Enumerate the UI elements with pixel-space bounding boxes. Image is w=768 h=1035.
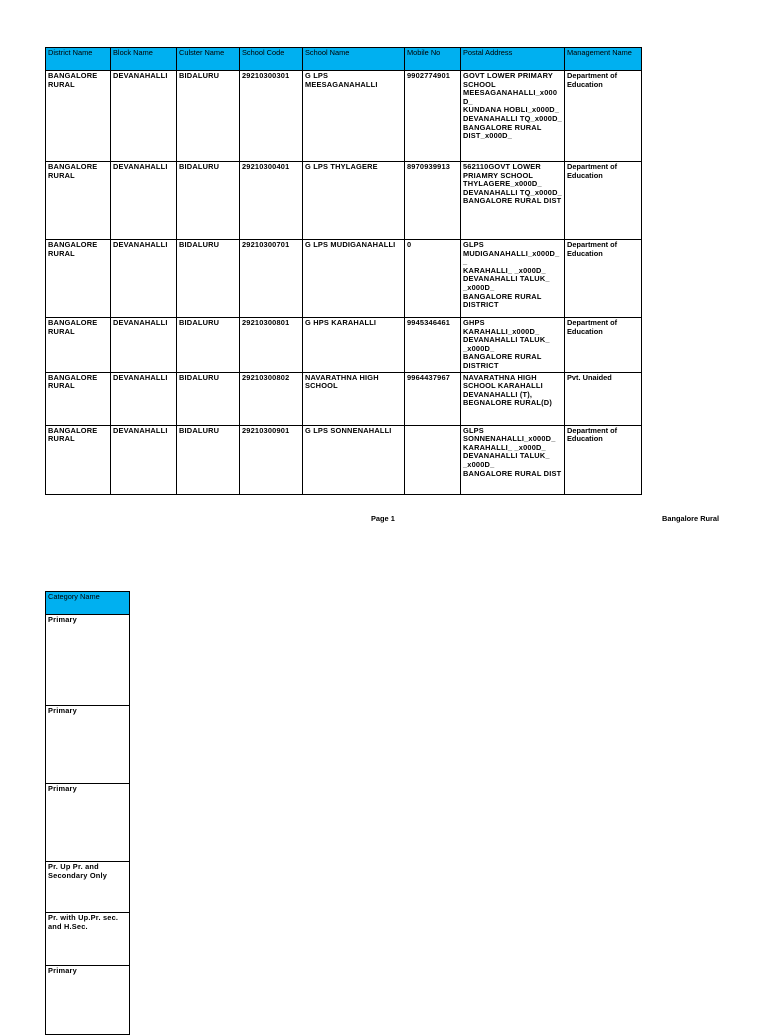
cell-block: DEVANAHALLI [111,425,177,494]
cell-management: Department of Education [565,318,642,373]
cell-mobile: 0 [405,240,461,318]
cell-cluster: BIDALURU [177,71,240,162]
cell-school-code: 29210300701 [240,240,303,318]
cell-school-name: G LPS SONNENAHALLI [303,425,405,494]
cell-category: Primary [46,615,130,706]
table-row [46,706,130,784]
col-header-management: Management Name [565,48,642,71]
cell-school-name: G LPS MUDIGANAHALLI [303,240,405,318]
school-table [45,47,642,495]
col-header-mobile: Mobile No [405,48,461,71]
cell-management: Pvt. Unaided [565,372,642,425]
table-row [46,162,642,240]
cell-cluster: BIDALURU [177,425,240,494]
col-header-school-code: School Code [240,48,303,71]
col-header-cluster: Culster Name [177,48,240,71]
cell-school-name: NAVARATHNA HIGH SCHOOL [303,372,405,425]
page-number: Page 1 [371,514,395,523]
cell-cluster: BIDALURU [177,240,240,318]
cell-address: GLPS SONNENAHALLI_x000D_ KARAHALLI_ _x000D_ DEVANAHALLI TALUK_ _x000D_ BANGALORE RURAL DIST [461,425,565,494]
cell-category: Primary [46,706,130,784]
cell-district: BANGALORE RURAL [46,318,111,373]
table-row [46,913,130,966]
cell-category: Primary [46,784,130,862]
cell-cluster: BIDALURU [177,318,240,373]
cell-school-name: G LPS MEESAGANAHALLI [303,71,405,162]
cell-block: DEVANAHALLI [111,318,177,373]
cell-school-code: 29210300802 [240,372,303,425]
region-label: Bangalore Rural [662,514,720,523]
cell-school-name: G LPS THYLAGERE [303,162,405,240]
cell-address: NAVARATHNA HIGH SCHOOL KARAHALLI DEVANAHALLI (T), BEGNALORE RURAL(D) [461,372,565,425]
cell-address: GOVT LOWER PRIMARY SCHOOL MEESAGANAHALLI_x000D_ KUNDANA HOBLI_x000D_ DEVANAHALLI TQ_x000D_ BANGALORE RURAL DIST_x000D_ [461,71,565,162]
table-row [46,372,642,425]
cell-district: BANGALORE RURAL [46,425,111,494]
cell-mobile: 9902774901 [405,71,461,162]
cell-address: GHPS KARAHALLI_x000D_ DEVANAHALLI TALUK_ _x000D_ BANGALORE RURAL DISTRICT [461,318,565,373]
table-row [46,240,642,318]
cell-category: Pr. with Up.Pr. sec. and H.Sec. [46,913,130,966]
category-table [45,591,130,1035]
cell-district: BANGALORE RURAL [46,372,111,425]
cell-district: BANGALORE RURAL [46,240,111,318]
cell-management: Department of Education [565,425,642,494]
cell-mobile: 9964437967 [405,372,461,425]
cell-school-code: 29210300401 [240,162,303,240]
col-header-block: Block Name [111,48,177,71]
cell-block: DEVANAHALLI [111,240,177,318]
cell-block: DEVANAHALLI [111,71,177,162]
cell-school-code: 29210300901 [240,425,303,494]
cell-category: Pr. Up Pr. and Secondary Only [46,862,130,913]
table-row [46,862,130,913]
cell-mobile: 8970939913 [405,162,461,240]
col-header-school-name: School Name [303,48,405,71]
cell-mobile: 9945346461 [405,318,461,373]
table-row [46,318,642,373]
cell-address: GLPS MUDIGANAHALLI_x000D_ _ KARAHALLI_ _x000D_ DEVANAHALLI TALUK_ _x000D_ BANGALORE RURAL DISTRICT [461,240,565,318]
cell-cluster: BIDALURU [177,162,240,240]
cell-management: Department of Education [565,71,642,162]
cell-district: BANGALORE RURAL [46,71,111,162]
header-row [46,592,130,615]
table-row [46,784,130,862]
table-row [46,71,642,162]
cell-district: BANGALORE RURAL [46,162,111,240]
cell-block: DEVANAHALLI [111,162,177,240]
col-header-category: Category Name [46,592,130,615]
header-row [46,48,642,71]
table-row [46,966,130,1035]
cell-category: Primary [46,966,130,1035]
cell-management: Department of Education [565,240,642,318]
cell-cluster: BIDALURU [177,372,240,425]
cell-management: Department of Education [565,162,642,240]
col-header-district: District Name [46,48,111,71]
cell-block: DEVANAHALLI [111,372,177,425]
cell-school-name: G HPS KARAHALLI [303,318,405,373]
cell-mobile [405,425,461,494]
cell-school-code: 29210300301 [240,71,303,162]
table-row [46,615,130,706]
col-header-address: Postal Address [461,48,565,71]
table-row [46,425,642,494]
cell-school-code: 29210300801 [240,318,303,373]
cell-address: 562110GOVT LOWER PRIAMRY SCHOOL THYLAGERE_x000D_ DEVANAHALLI TQ_x000D_ BANGALORE RURAL DIST [461,162,565,240]
